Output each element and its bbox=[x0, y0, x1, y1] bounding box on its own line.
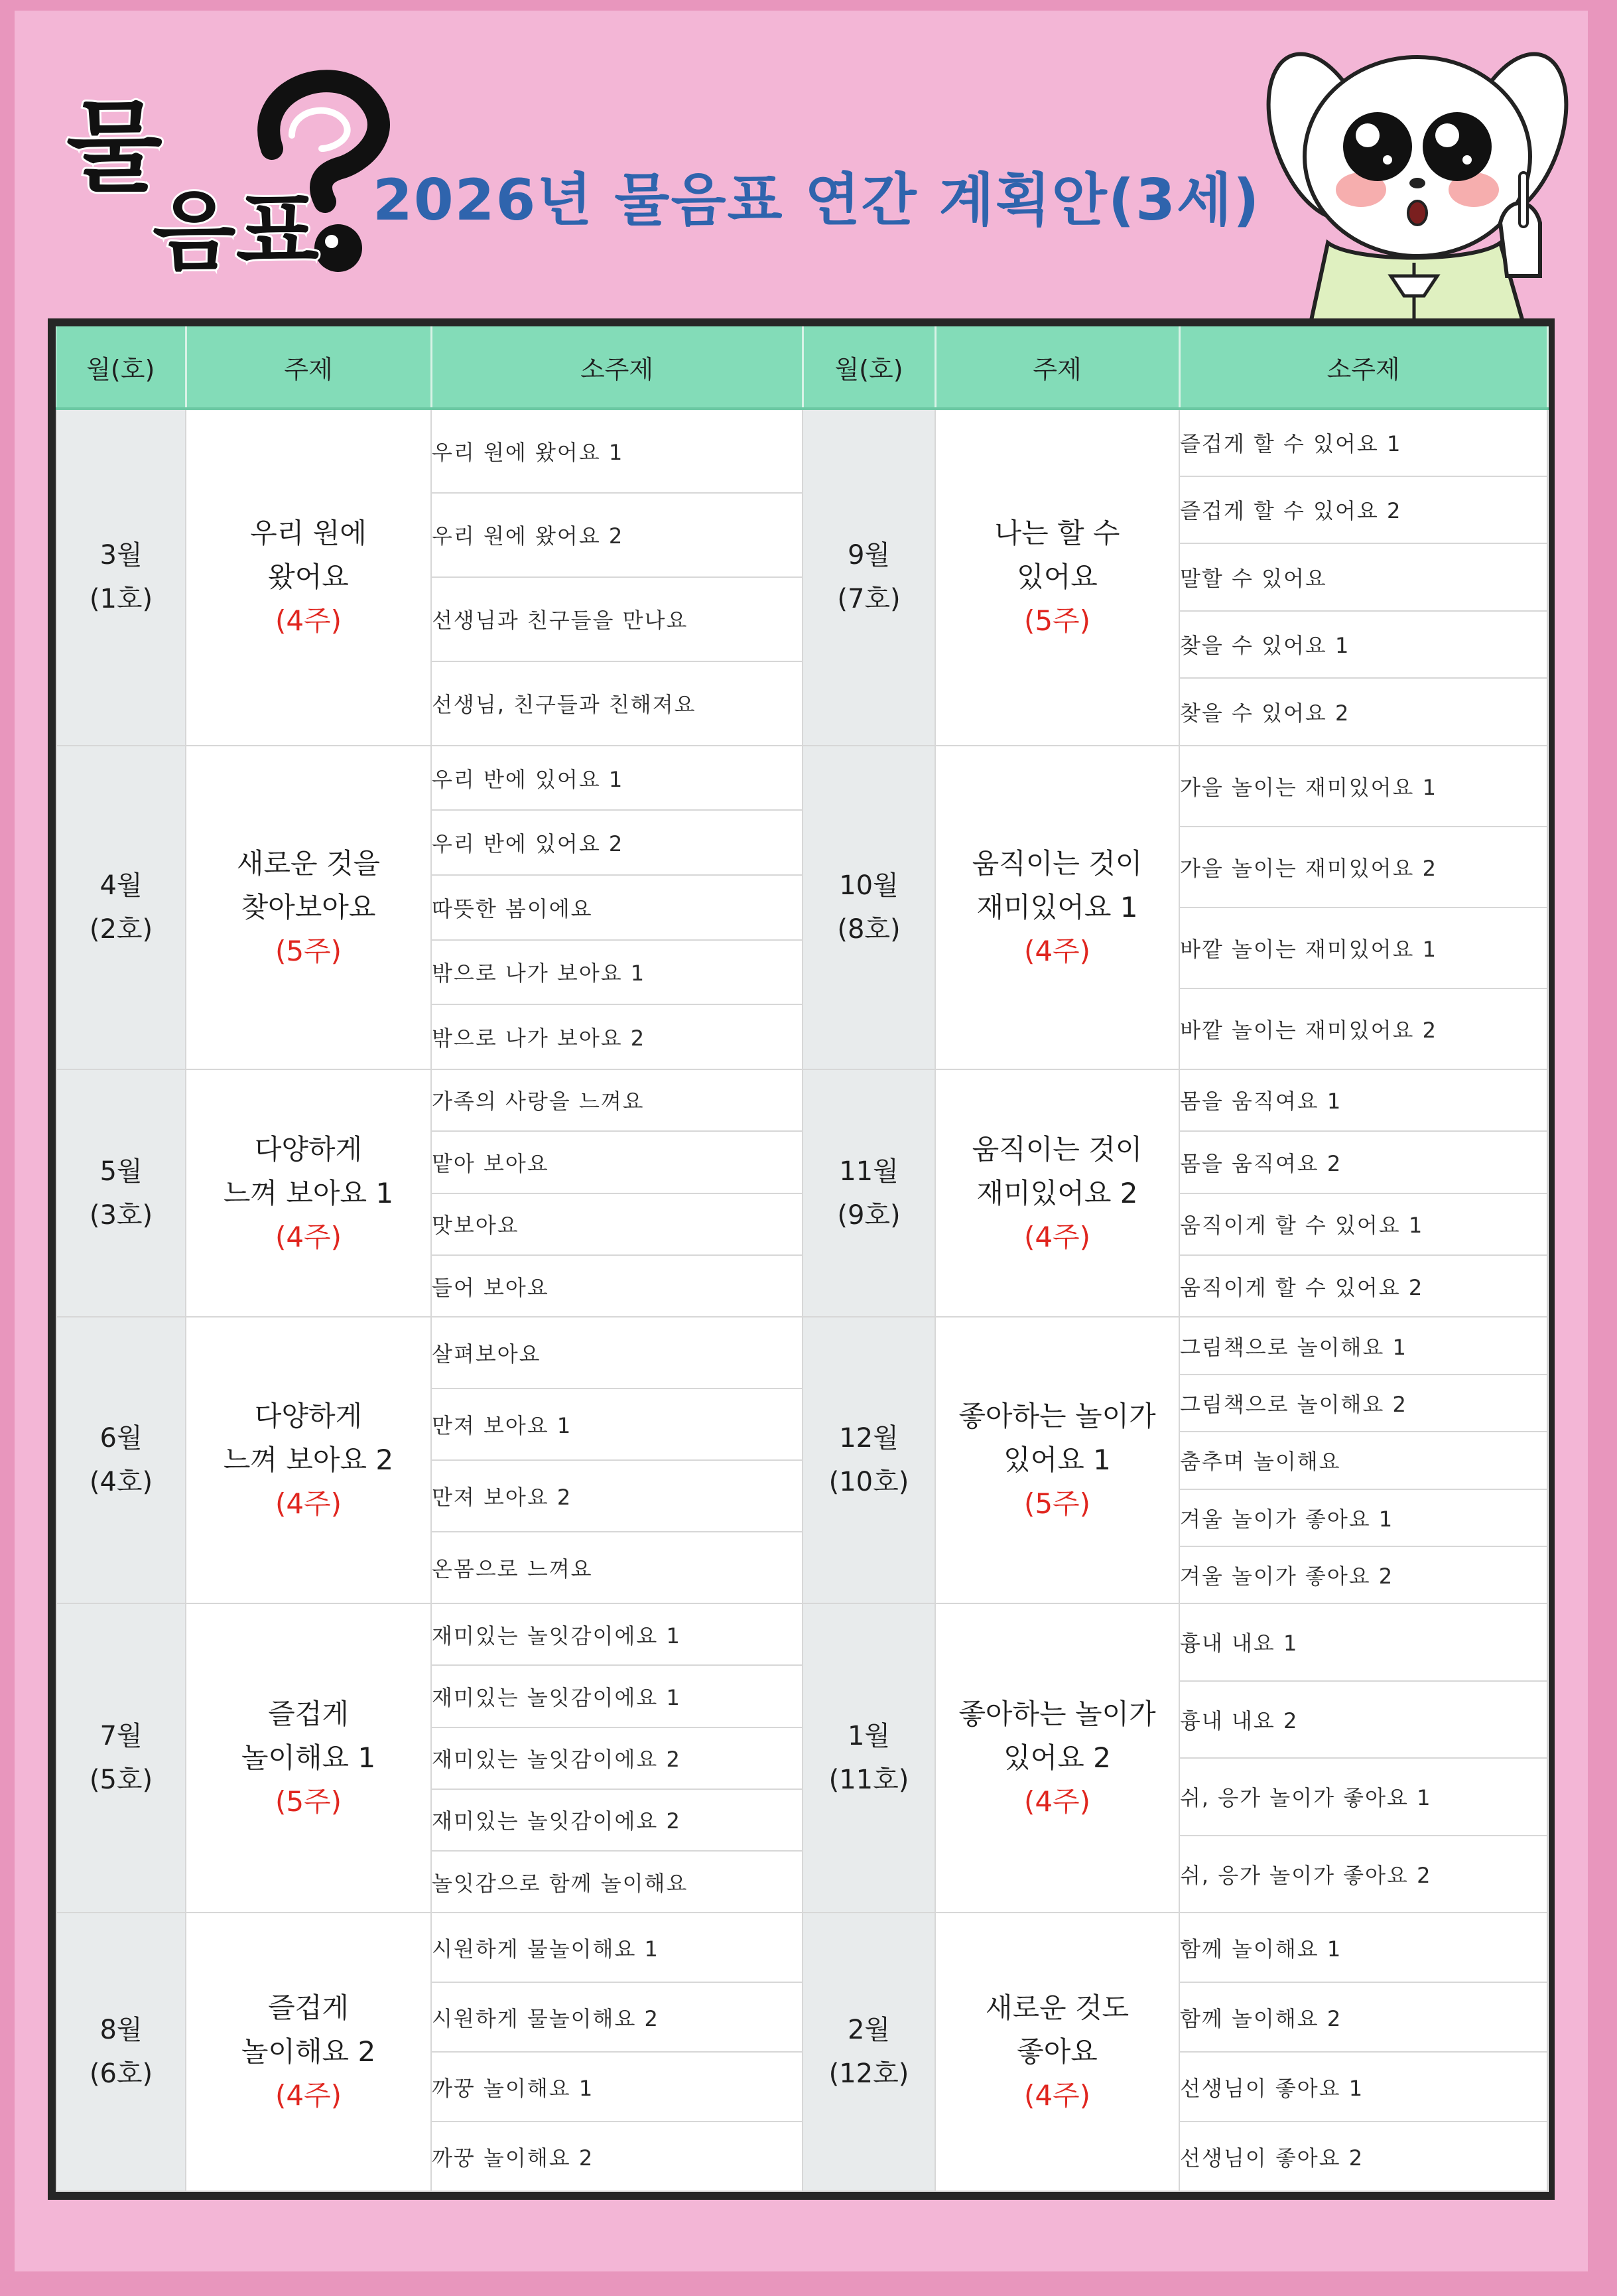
theme-line-1: 움직이는 것이 bbox=[972, 846, 1143, 880]
weeks-label: (5주) bbox=[275, 934, 342, 967]
subtheme-cell: 우리 원에 왔어요 2 bbox=[431, 493, 803, 577]
weeks-label: (4주) bbox=[1023, 934, 1091, 967]
month-label: 6월 bbox=[99, 1423, 143, 1454]
subtheme-cell: 선생님, 친구들과 친해져요 bbox=[431, 661, 803, 746]
subtheme-cell: 시원하게 물놀이해요 1 bbox=[431, 1913, 803, 1982]
table-row bbox=[56, 1317, 1547, 1331]
month-label: 12월 bbox=[839, 1423, 899, 1454]
month-label: 3월 bbox=[99, 540, 143, 571]
theme-line-2: 있어요 1 bbox=[1003, 1444, 1111, 1477]
subtheme-cell: 우리 원에 왔어요 1 bbox=[431, 409, 803, 493]
subtheme-cell: 찾을 수 있어요 1 bbox=[1179, 611, 1547, 679]
theme-line-2: 좋아요 bbox=[1017, 2035, 1098, 2068]
subtheme-cell: 즐겁게 할 수 있어요 1 bbox=[1179, 409, 1547, 476]
theme-line-2: 있어요 2 bbox=[1003, 1741, 1111, 1775]
svg-text:음표: 음표 bbox=[153, 181, 320, 282]
issue-label: (6호) bbox=[89, 2059, 153, 2090]
month-label: 9월 bbox=[847, 540, 891, 571]
subtheme-cell: 흉내 내요 1 bbox=[1179, 1603, 1547, 1680]
subtheme-cell: 놀잇감으로 함께 놀이해요 bbox=[431, 1851, 803, 1913]
weeks-label: (5주) bbox=[1023, 604, 1091, 638]
month-cell bbox=[56, 1603, 186, 1913]
subtheme-cell: 말할 수 있어요 bbox=[1179, 543, 1547, 611]
subtheme-cell: 몸을 움직여요 2 bbox=[1179, 1131, 1547, 1193]
theme-line-1: 움직이는 것이 bbox=[972, 1132, 1143, 1166]
subtheme-cell: 재미있는 놀잇감이에요 1 bbox=[431, 1665, 803, 1727]
issue-label: (11호) bbox=[828, 1765, 909, 1796]
month-cell bbox=[803, 409, 935, 746]
theme-cell bbox=[935, 746, 1179, 1069]
theme-cell bbox=[935, 1069, 1179, 1317]
subtheme-cell: 재미있는 놀잇감이에요 2 bbox=[431, 1727, 803, 1789]
subtheme-cell: 쉬, 응가 놀이가 좋아요 1 bbox=[1179, 1758, 1547, 1835]
month-cell bbox=[803, 1317, 935, 1603]
subtheme-cell: 맛보아요 bbox=[431, 1193, 803, 1255]
table-row bbox=[56, 1913, 1547, 1926]
theme-line-2: 재미있어요 1 bbox=[976, 890, 1138, 923]
subtheme-cell: 우리 반에 있어요 2 bbox=[431, 810, 803, 875]
weeks-label: (4주) bbox=[275, 1220, 342, 1253]
issue-label: (9호) bbox=[837, 1199, 901, 1231]
theme-line-1: 즐겁게 bbox=[268, 1992, 349, 2025]
weeks-label: (4주) bbox=[275, 1487, 342, 1520]
subtheme-cell: 만져 보아요 2 bbox=[431, 1460, 803, 1532]
mascot-illustration bbox=[1248, 24, 1580, 336]
subtheme-cell: 바깥 놀이는 재미있어요 2 bbox=[1179, 988, 1547, 1069]
subtheme-cell: 움직이게 할 수 있어요 1 bbox=[1179, 1193, 1547, 1255]
table-row bbox=[56, 409, 1547, 425]
subtheme-cell: 밖으로 나가 보아요 2 bbox=[431, 1004, 803, 1069]
subtheme-cell: 쉬, 응가 놀이가 좋아요 2 bbox=[1179, 1836, 1547, 1913]
table-row bbox=[56, 1603, 1547, 1619]
issue-label: (10호) bbox=[828, 1467, 909, 1498]
subtheme-cell: 즐겁게 할 수 있어요 2 bbox=[1179, 476, 1547, 544]
theme-line-1: 좋아하는 놀이가 bbox=[958, 1698, 1156, 1731]
subtheme-cell: 바깥 놀이는 재미있어요 1 bbox=[1179, 908, 1547, 988]
weeks-label: (5주) bbox=[1023, 1487, 1091, 1520]
theme-cell bbox=[186, 746, 431, 1069]
theme-line-2: 재미있어요 2 bbox=[976, 1176, 1138, 1209]
subtheme-cell: 까꿍 놀이해요 2 bbox=[431, 2122, 803, 2191]
issue-label: (2호) bbox=[89, 913, 153, 945]
theme-line-1: 다양하게 bbox=[254, 1132, 363, 1166]
subtheme-cell: 가족의 사랑을 느껴요 bbox=[431, 1069, 803, 1131]
issue-label: (12호) bbox=[828, 2059, 909, 2090]
issue-label: (3호) bbox=[89, 1199, 153, 1231]
subtheme-cell: 따뜻한 봄이에요 bbox=[431, 875, 803, 940]
subtheme-cell: 가을 놀이는 재미있어요 1 bbox=[1179, 746, 1547, 827]
subtheme-cell: 겨울 놀이가 좋아요 2 bbox=[1179, 1546, 1547, 1603]
issue-label: (7호) bbox=[837, 584, 901, 615]
subtheme-cell: 재미있는 놀잇감이에요 1 bbox=[431, 1603, 803, 1665]
svg-text:물: 물 bbox=[66, 90, 162, 206]
subtheme-cell: 재미있는 놀잇감이에요 2 bbox=[431, 1789, 803, 1851]
subtheme-cell: 함께 놀이해요 2 bbox=[1179, 1982, 1547, 2052]
theme-line-1: 즐겁게 bbox=[268, 1698, 349, 1731]
header-theme-left: 주제 bbox=[186, 326, 431, 409]
theme-cell bbox=[935, 1317, 1179, 1603]
subtheme-cell: 까꿍 놀이해요 1 bbox=[431, 2052, 803, 2122]
month-label: 10월 bbox=[839, 870, 899, 901]
theme-cell bbox=[186, 1603, 431, 1913]
month-cell bbox=[803, 1603, 935, 1913]
subtheme-cell: 몸을 움직여요 1 bbox=[1179, 1069, 1547, 1131]
theme-line-1: 나는 할 수 bbox=[994, 517, 1120, 550]
subtheme-cell: 살펴보아요 bbox=[431, 1317, 803, 1388]
theme-cell bbox=[935, 1913, 1179, 2191]
subtheme-cell: 시원하게 물놀이해요 2 bbox=[431, 1982, 803, 2052]
theme-line-1: 새로운 것도 bbox=[985, 1992, 1130, 2025]
theme-line-1: 우리 원에 bbox=[250, 517, 367, 550]
weeks-label: (4주) bbox=[1023, 1785, 1091, 1818]
subtheme-cell: 춤추며 놀이해요 bbox=[1179, 1432, 1547, 1489]
theme-line-2: 놀이해요 2 bbox=[241, 2035, 376, 2068]
month-cell bbox=[56, 1069, 186, 1317]
table-row bbox=[56, 746, 1547, 762]
weeks-label: (4주) bbox=[275, 2079, 342, 2112]
weeks-label: (5주) bbox=[275, 1785, 342, 1818]
month-cell bbox=[803, 1069, 935, 1317]
subtheme-cell: 밖으로 나가 보아요 1 bbox=[431, 940, 803, 1005]
logo bbox=[53, 49, 424, 288]
theme-cell bbox=[186, 409, 431, 746]
subtheme-cell: 만져 보아요 1 bbox=[431, 1388, 803, 1460]
subtheme-cell: 그림책으로 놀이해요 1 bbox=[1179, 1317, 1547, 1374]
theme-line-1: 좋아하는 놀이가 bbox=[958, 1400, 1156, 1433]
issue-label: (1호) bbox=[89, 584, 153, 615]
header-subtheme-right: 소주제 bbox=[1179, 326, 1547, 409]
issue-label: (5호) bbox=[89, 1765, 153, 1796]
page-title: 2026년 물음표 연간 계획안(3세) bbox=[373, 167, 1261, 234]
subtheme-cell: 선생님이 좋아요 2 bbox=[1179, 2122, 1547, 2191]
theme-line-1: 다양하게 bbox=[254, 1400, 363, 1433]
header-theme-right: 주제 bbox=[935, 326, 1179, 409]
theme-line-1: 새로운 것을 bbox=[236, 846, 381, 880]
theme-cell bbox=[186, 1069, 431, 1317]
month-label: 1월 bbox=[847, 1721, 891, 1752]
month-cell bbox=[56, 1913, 186, 2191]
subtheme-cell: 움직이게 할 수 있어요 2 bbox=[1179, 1255, 1547, 1317]
month-cell bbox=[56, 746, 186, 1069]
table-header-row bbox=[56, 326, 1547, 409]
theme-line-2: 왔어요 bbox=[268, 561, 349, 594]
subtheme-cell: 맡아 보아요 bbox=[431, 1131, 803, 1193]
subtheme-cell: 들어 보아요 bbox=[431, 1255, 803, 1317]
theme-line-2: 찾아보아요 bbox=[241, 890, 376, 923]
month-label: 4월 bbox=[99, 870, 143, 901]
issue-label: (4호) bbox=[89, 1467, 153, 1498]
page-background bbox=[15, 11, 1588, 2271]
subtheme-cell: 겨울 놀이가 좋아요 1 bbox=[1179, 1489, 1547, 1546]
theme-cell bbox=[935, 1603, 1179, 1913]
theme-line-2: 있어요 bbox=[1017, 561, 1098, 594]
month-label: 2월 bbox=[847, 2015, 891, 2046]
subtheme-cell: 찾을 수 있어요 2 bbox=[1179, 678, 1547, 746]
theme-line-2: 느껴 보아요 2 bbox=[223, 1444, 394, 1477]
theme-cell bbox=[935, 409, 1179, 746]
subtheme-cell: 선생님이 좋아요 1 bbox=[1179, 2052, 1547, 2122]
weeks-label: (4주) bbox=[275, 604, 342, 638]
header-subtheme-left: 소주제 bbox=[431, 326, 803, 409]
plan-table-frame bbox=[48, 318, 1555, 2200]
header-month-left: 월(호) bbox=[56, 326, 186, 409]
table-row bbox=[56, 1069, 1547, 1082]
table-body bbox=[56, 409, 1547, 2191]
weeks-label: (4주) bbox=[1023, 1220, 1091, 1253]
theme-cell bbox=[186, 1317, 431, 1603]
subtheme-cell: 흉내 내요 2 bbox=[1179, 1681, 1547, 1758]
theme-cell bbox=[186, 1913, 431, 2191]
month-cell bbox=[803, 1913, 935, 2191]
theme-line-2: 놀이해요 1 bbox=[241, 1741, 376, 1775]
theme-line-2: 느껴 보아요 1 bbox=[223, 1176, 394, 1209]
subtheme-cell: 그림책으로 놀이해요 2 bbox=[1179, 1375, 1547, 1432]
month-label: 5월 bbox=[99, 1156, 143, 1187]
month-cell bbox=[56, 1317, 186, 1603]
subtheme-cell: 온몸으로 느껴요 bbox=[431, 1532, 803, 1603]
issue-label: (8호) bbox=[837, 913, 901, 945]
month-label: 8월 bbox=[99, 2015, 143, 2046]
subtheme-cell: 함께 놀이해요 1 bbox=[1179, 1913, 1547, 1982]
subtheme-cell: 선생님과 친구들을 만나요 bbox=[431, 577, 803, 661]
subtheme-cell: 우리 반에 있어요 1 bbox=[431, 746, 803, 811]
weeks-label: (4주) bbox=[1023, 2079, 1091, 2112]
month-label: 7월 bbox=[99, 1721, 143, 1752]
annual-plan-table bbox=[56, 326, 1549, 2192]
month-label: 11월 bbox=[839, 1156, 899, 1187]
subtheme-cell: 가을 놀이는 재미있어요 2 bbox=[1179, 827, 1547, 908]
month-cell bbox=[56, 409, 186, 746]
header-month-right: 월(호) bbox=[803, 326, 935, 409]
month-cell bbox=[803, 746, 935, 1069]
